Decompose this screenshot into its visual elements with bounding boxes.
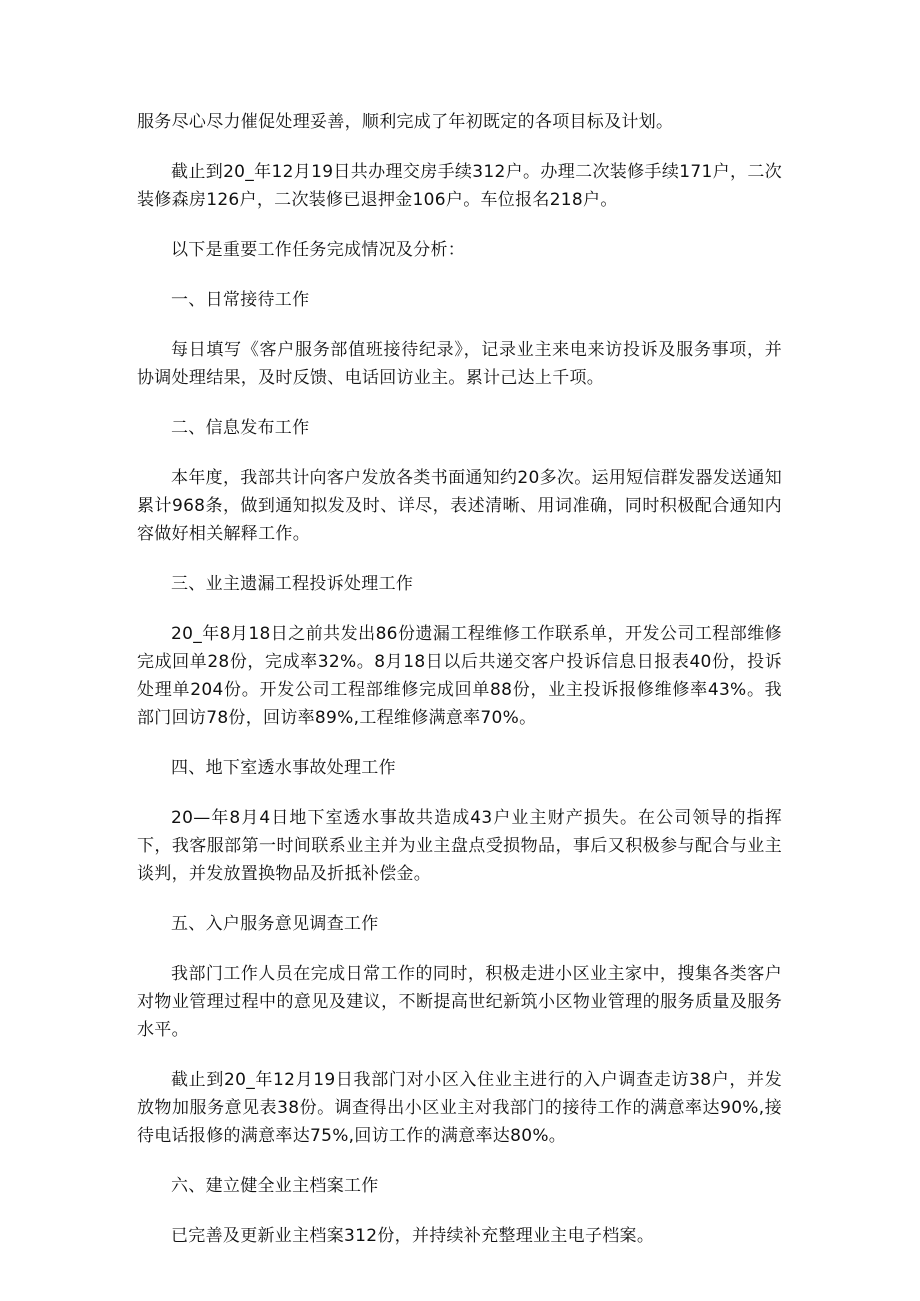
document-body: [137, 108, 782, 1272]
section-5-paragraph-1: 我部门工作人员在完成日常工作的同时，积极走进小区业主家中，搜集各类客户对物业管理过程中的意见及建议，不断提高世纪新筑小区物业管理的服务质量及服务水平。: [137, 964, 782, 1040]
section-heading-6: 六、建立健全业主档案工作: [171, 1176, 379, 1196]
section-3-paragraph: 20_年8月18日之前共发出86份遗漏工程维修工作联系单，开发公司工程部维修完成回单28份，完成率32%。8月18日以后共递交客户投诉信息日报表40份，投诉处理单204份。开发公司工程部维修完成回单88份，业主投诉报修维修率43%。我部门回访78份，回访率89%,工程维修满意率70%。: [137, 624, 782, 728]
section-heading-1: 一、日常接待工作: [171, 290, 310, 310]
section-4-paragraph: 20—年8月4日地下室透水事故共造成43户业主财产损失。在公司领导的指挥下，我客服部第一时间联系业主并为业主盘点受损物品，事后又积极参与配合与业主谈判，并发放置换物品及折抵补偿金。: [137, 808, 782, 884]
section-heading-5: 五、入户服务意见调查工作: [171, 914, 379, 934]
section-heading-4: 四、地下室透水事故处理工作: [171, 758, 396, 778]
section-1-paragraph: 每日填写《客户服务部值班接待纪录》，记录业主来电来访投诉及服务事项，并协调处理结果，及时反馈、电话回访业主。累计己达上千项。: [137, 340, 782, 388]
section-2-paragraph: 本年度，我部共计向客户发放各类书面通知约20多次。运用短信群发器发送通知累计968条，做到通知拟发及时、详尽，表述清晰、用词准确，同时积极配合通知内容做好相关解释工作。: [137, 468, 782, 544]
paragraph-intro: 服务尽心尽力催促处理妥善，顺利完成了年初既定的各项目标及计划。: [137, 112, 674, 132]
section-6-paragraph: 已完善及更新业主档案312份，并持续补充整理业主电子档案。: [171, 1226, 655, 1246]
section-heading-3: 三、业主遗漏工程投诉处理工作: [171, 574, 414, 594]
paragraph-summary: 截止到20_年12月19日共办理交房手续312户。办理二次装修手续171户，二次装修森房126户，二次装修已退押金106户。车位报名218户。: [137, 162, 782, 210]
paragraph-analysis-lead: 以下是重要工作任务完成情况及分析：: [171, 240, 466, 260]
section-heading-2: 二、信息发布工作: [171, 418, 310, 438]
section-5-paragraph-2: 截止到20_年12月19日我部门对小区入住业主进行的入户调查走访38户，并发放物加服务意见表38份。调查得出小区业主对我部门的接待工作的满意率达90%,接待电话报修的满意率达75%,回访工作的满意率达80%。: [137, 1070, 782, 1146]
